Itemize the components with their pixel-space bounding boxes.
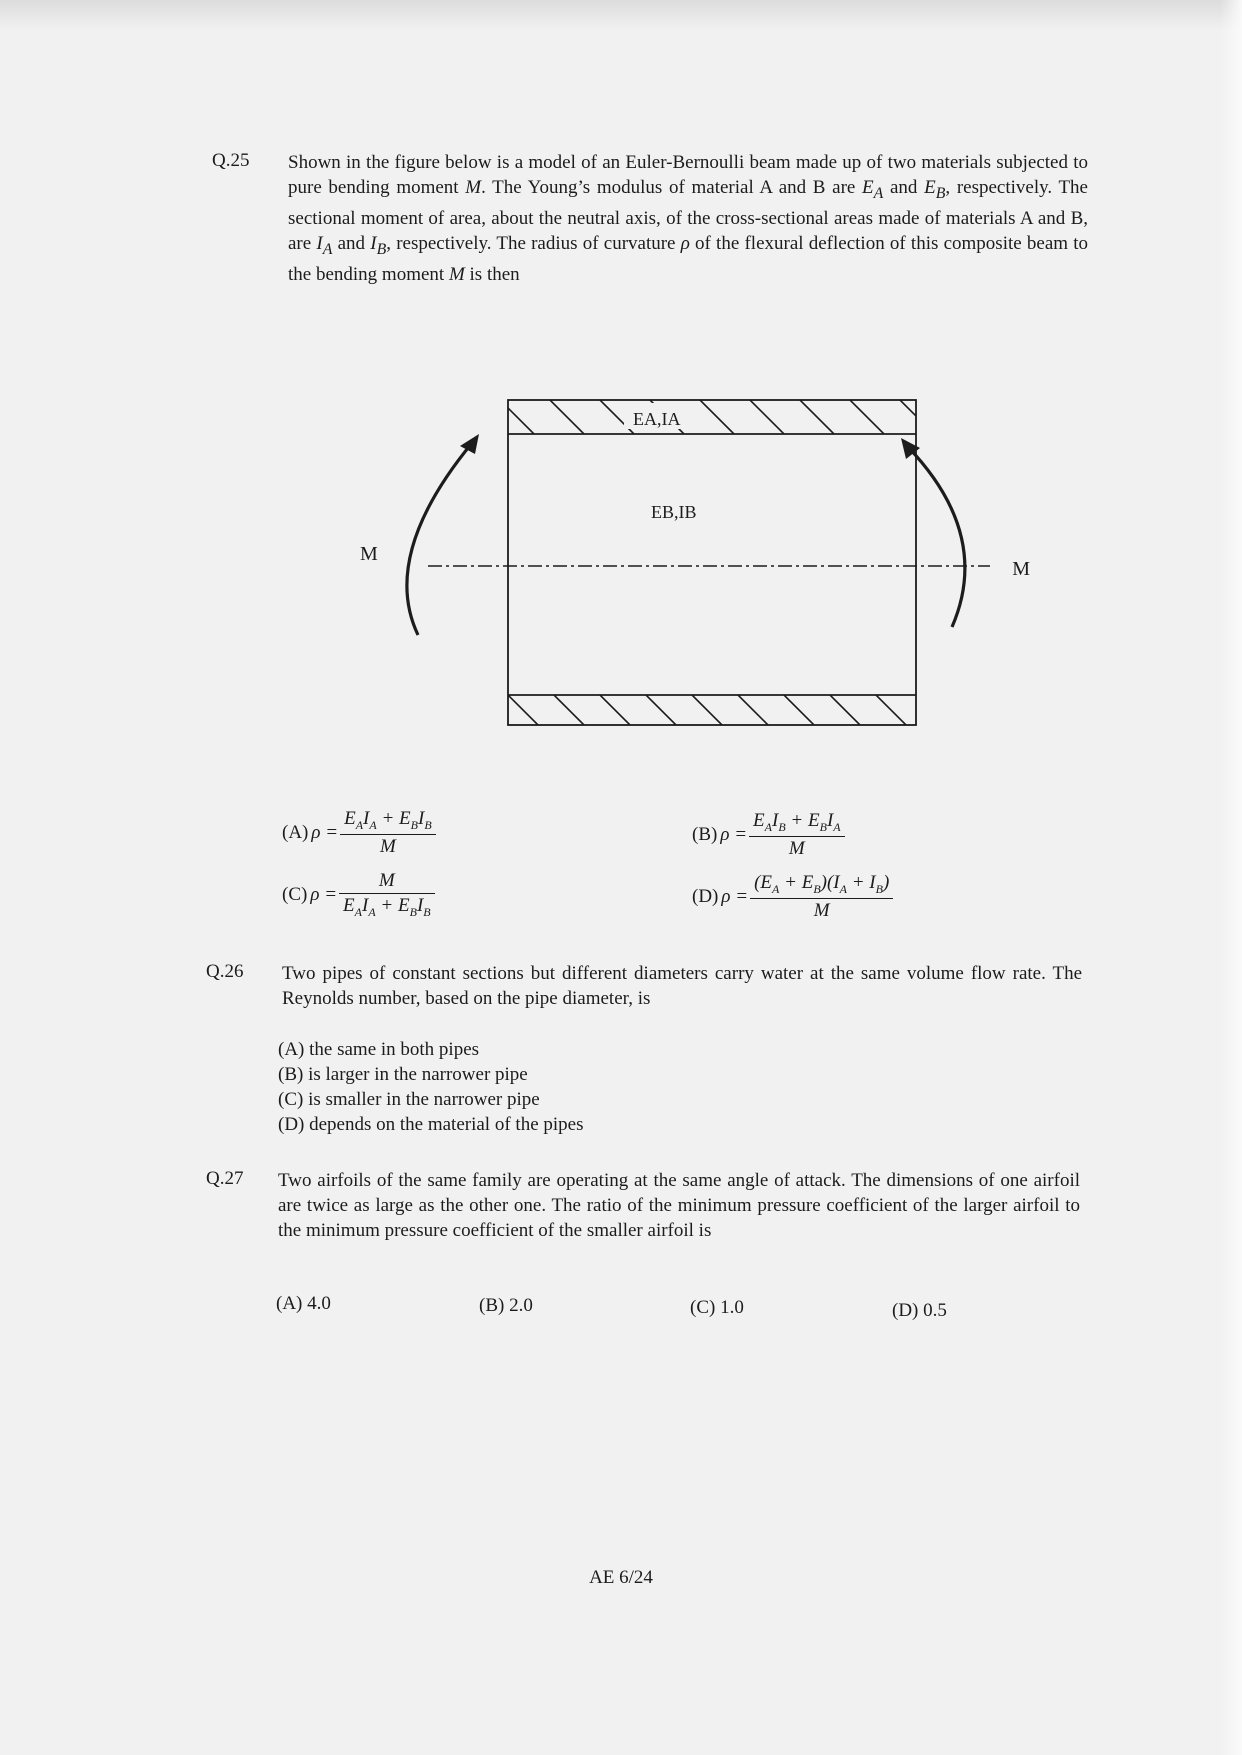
question-25-text: Shown in the figure below is a model of an Euler-Bernoulli beam made up of two materials subjected to pure bending moment M. The Young’s modulus of material A and B are $E_A$ and $E_B$, respectively. The sectional moment of area, about the neutral axis, of the cross-sectional areas made of materials A and B, are $I_A$ and $I_B$, respectively. The radius of curvature ρ of the flexural deflection of this composite beam to the bending moment M is then [288,152,1089,285]
option-c[interactable]: (C) is smaller in the narrower pipe [278,1089,540,1110]
option-a-denominator: M [379,835,396,857]
question-number: Q.27 [206,1168,244,1189]
option-a-label: (A) [282,821,309,843]
page-footer: AE 6/24 [589,1567,653,1588]
option-b-numerator: $E_AI_B + E_BI_A$ [749,810,845,837]
hatch-bottom [508,695,906,725]
option-d-denominator: M [813,899,830,921]
option-b[interactable]: (B) is larger in the narrower pipe [278,1064,528,1085]
question-26-text: Two pipes of constant sections but different diameters carry water at the same volume flow rate. The Reynolds number, based on the pipe diameter, is [282,963,1082,1009]
beam-outline [508,400,916,725]
option-b[interactable] [692,810,845,860]
question-27-text: Two airfoils of the same family are operating at the same angle of attack. The dimensions of one airfoil are twice as large as the other one. The ratio of the minimum pressure coefficient of the larger airfoil to the minimum pressure coefficient of the smaller airfoil is [278,1170,1080,1241]
option-d[interactable]: (D) depends on the material of the pipes [278,1114,584,1135]
option-a-lhs: ρ = [311,821,339,843]
option-a[interactable]: (A) 4.0 [276,1293,331,1314]
option-c-denominator: $E_AI_A + E_BI_B$ [343,895,431,919]
question-number: Q.25 [212,150,250,171]
scan-edge [1220,0,1242,1755]
option-b-fraction [749,810,845,860]
moment-label-left: M [360,543,378,565]
option-b-lhs: ρ = [720,823,748,845]
moment-label-right: M [1012,558,1030,580]
scan-shadow [0,0,1242,30]
option-d-numerator: $(E_A + E_B)(I_A + I_B)$ [750,872,893,899]
moment-arrow-left [407,443,472,635]
question-26-options [278,1037,583,1137]
option-c[interactable] [282,870,435,920]
option-d-lhs: ρ = [721,885,749,907]
option-c-lhs: ρ = [310,883,338,905]
option-b-label: (B) [692,823,718,845]
option-c-fraction [339,870,435,920]
option-b[interactable]: (B) 2.0 [479,1295,533,1316]
option-a-fraction [340,808,436,858]
option-c[interactable]: (C) 1.0 [690,1297,744,1318]
label-material-a: EA,IA [633,409,681,429]
option-d-fraction [750,872,893,922]
option-d-label: (D) [692,885,719,907]
option-c-label: (C) [282,883,308,905]
hatch-top [500,400,934,434]
option-d[interactable] [692,872,893,922]
option-a[interactable] [282,808,436,858]
option-c-numerator: M [339,870,435,894]
question-number: Q.26 [206,961,244,982]
arrowhead-left [460,434,479,454]
option-a[interactable]: (A) the same in both pipes [278,1039,480,1060]
option-d[interactable]: (D) 0.5 [892,1300,947,1321]
option-b-denominator: M [788,837,805,859]
label-material-b: EB,IB [651,502,697,522]
option-a-numerator: $E_AI_A + E_BI_B$ [340,808,436,835]
beam-figure [340,395,1030,740]
